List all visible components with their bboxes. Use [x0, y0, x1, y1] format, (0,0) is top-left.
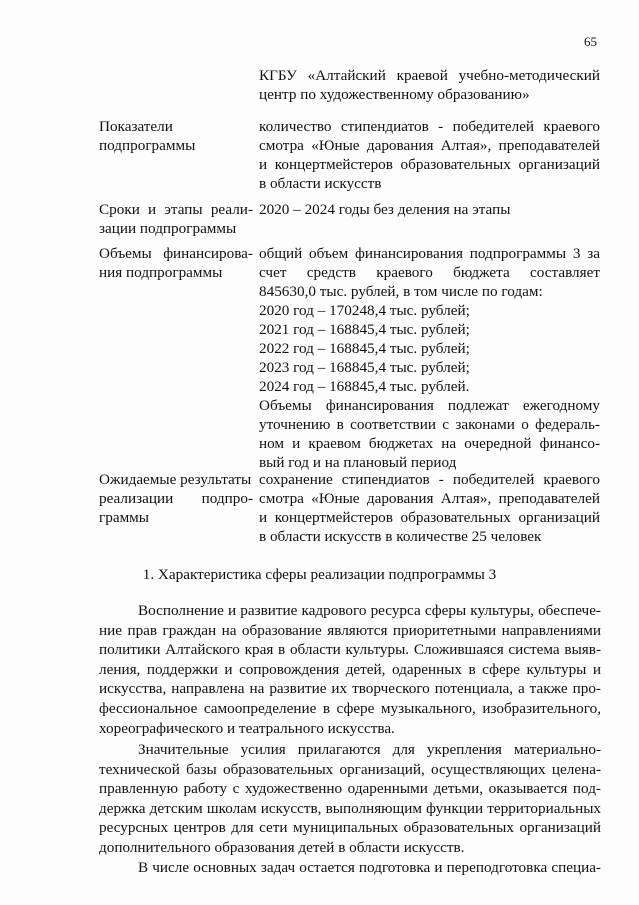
paragraph-3 [99, 858, 601, 878]
value-line: смотра «Юные дарования Алтая», преподавателей [259, 490, 600, 507]
value-line: 2020 – 2024 годы без деления на этапы [259, 201, 511, 218]
value-line: смотра «Юные дарования Алтая», преподавателей [259, 137, 600, 154]
paragraph-line: политики Алтайского края в области культуры. Сложившаяся система выяв- [99, 641, 601, 659]
row-label-indicators [99, 117, 253, 155]
paragraph-line: держка детским школам искусств, выполняющим функции территориальных [99, 799, 601, 817]
value-line: и концертмейстеров образовательных организаций [259, 509, 600, 526]
row-label-funding [99, 244, 253, 282]
value-line: 2024 год – 168845,4 тыс. рублей. [259, 378, 470, 395]
value-line: 2023 год – 168845,4 тыс. рублей; [259, 359, 470, 376]
paragraph-line: искусства, направлена на развитие их творческого потенциала, а также про- [99, 680, 601, 698]
value-line: в области искусств в количестве 25 человек [259, 528, 542, 545]
label-line: ния подпрограммы [99, 264, 223, 281]
label-line: Сроки и этапы реали- [99, 201, 253, 218]
value-line: ном и краевом бюджетах на очередной финансо- [259, 435, 600, 452]
paragraph-line: Значительные усилия прилагаются для укрепления материально- [138, 741, 601, 758]
value-line: 2022 год – 168845,4 тыс. рублей; [259, 340, 470, 357]
value-line: Объемы финансирования подлежат ежегодному [259, 397, 600, 414]
value-line: в области искусств [259, 175, 382, 192]
paragraph-line: дополнительного образования детей в области искусств. [99, 838, 465, 856]
label-line: реализации подпро- [99, 490, 253, 507]
paragraph-2 [99, 740, 601, 858]
value-line: общий объем финансирования подпрограммы 3 за [259, 245, 600, 262]
label-line: зации подпрограммы [99, 220, 237, 237]
value-line: количество стипендиатов - победителей краевого [259, 118, 600, 135]
value-line: и концертмейстеров образовательных организаций [259, 156, 600, 173]
row-value-funding [259, 244, 600, 472]
paragraph-line: Восполнение и развитие кадрового ресурса сферы культуры, обеспече- [138, 602, 601, 619]
label-line: Ожидаемые результаты [99, 471, 252, 488]
paragraph-line: технической базы образовательных организаций, осуществляющих целена- [99, 760, 601, 778]
row-value-expected-results [259, 470, 600, 546]
page-number: 65 [584, 34, 597, 49]
row-label-expected-results [99, 470, 253, 527]
value-line: 845630,0 тыс. рублей, в том числе по годам: [259, 283, 543, 300]
label-line: Показатели [99, 118, 173, 135]
value-line: счет средств краевого бюджета составляет [259, 264, 600, 281]
row-value-responsible-executor [259, 66, 600, 104]
label-line: граммы [99, 509, 149, 526]
paragraph-line: фессиональное самоопределение в сфере музыкального, изобразительного, [99, 699, 601, 717]
value-line: 2021 год – 168845,4 тыс. рублей; [259, 321, 470, 338]
value-line: вый год и на плановый период [259, 454, 457, 471]
value-line: сохранение стипендиатов - победителей краевого [259, 471, 600, 488]
row-label-terms [99, 200, 253, 238]
paragraph-1 [99, 601, 601, 738]
paragraph-line: В числе основных задач остается подготовка и переподготовка специа- [138, 859, 601, 876]
label-line: подпрограммы [99, 137, 196, 154]
value-line: КГБУ «Алтайский краевой учебно-методический [259, 67, 600, 84]
paragraph-line: ресурсных центров для сети муниципальных образовательных организаций [99, 819, 601, 837]
value-line: центр по художественному образованию» [259, 86, 530, 103]
value-line: 2020 год – 170248,4 тыс. рублей; [259, 302, 470, 319]
paragraph-line: ние прав граждан на образование являются приоритетными направлениями [99, 621, 601, 639]
row-value-indicators [259, 117, 600, 193]
paragraph-line: правленную работу с художественно одаренными детьми, оказывается под- [99, 780, 601, 798]
value-line: уточнению в соответствии с законами о федераль- [259, 416, 600, 433]
paragraph-line: ления, поддержки и сопровождения детей, одаренных в сфере культуры и [99, 660, 601, 678]
label-line: Объемы финансирова- [99, 245, 253, 262]
paragraph-line: хореографического и театрального искусства. [99, 719, 395, 737]
row-value-terms [259, 200, 600, 219]
section-heading: 1. Характеристика сферы реализации подпрограммы 3 [142, 566, 497, 583]
